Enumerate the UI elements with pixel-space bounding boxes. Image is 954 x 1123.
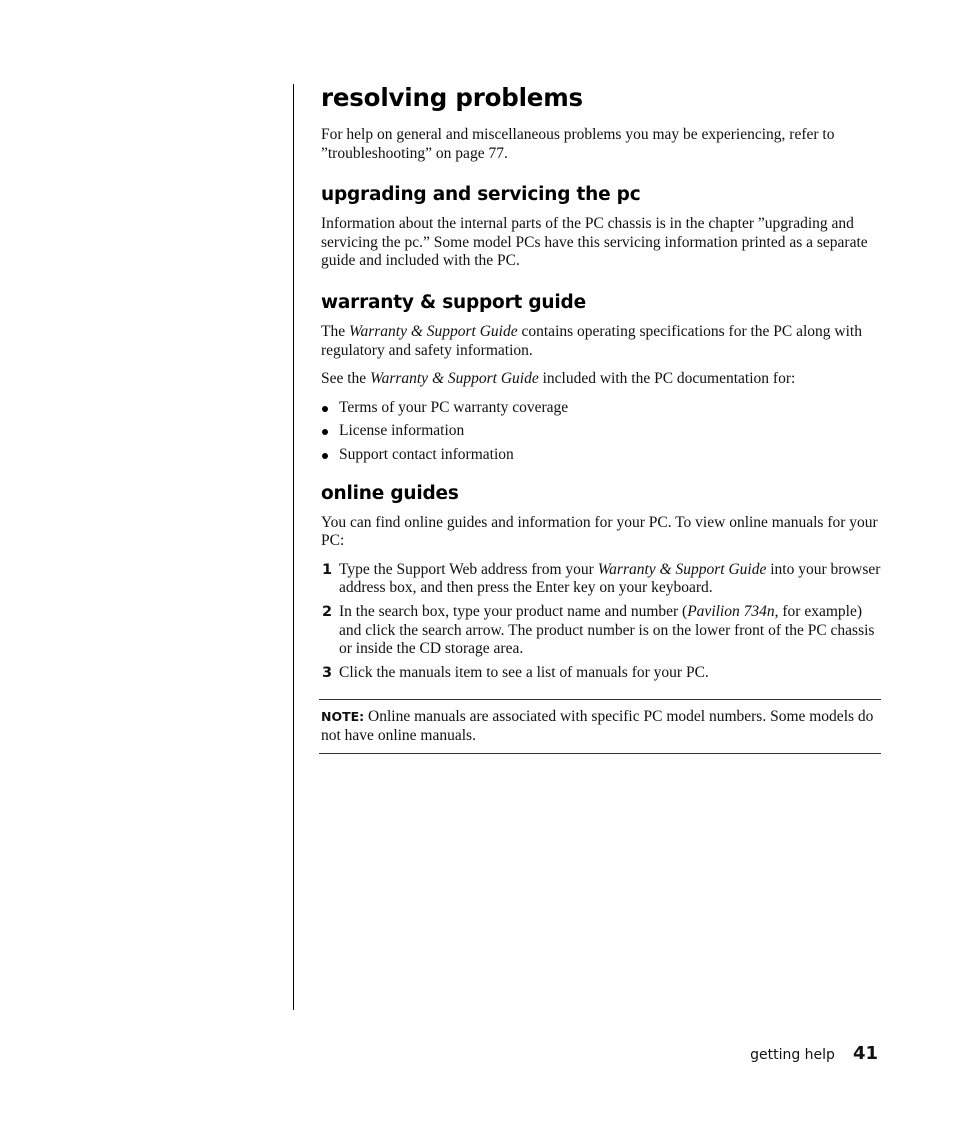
footer-chapter-name: getting help (750, 1047, 835, 1063)
note-text: Online manuals are associated with specific PC model numbers. Some models do not have online manuals. (321, 708, 874, 744)
text-run: Type the Support Web address from your (339, 560, 598, 578)
guide-title: Warranty & Support Guide (597, 560, 767, 578)
heading-warranty: warranty & support guide (321, 291, 586, 313)
bullet-icon (322, 406, 328, 412)
bullet-item (321, 422, 881, 441)
product-name: Pavilion 734n (687, 602, 775, 620)
bullet-item (321, 446, 881, 465)
warranty-paragraph-2 (321, 370, 881, 389)
step-number: 1 (322, 561, 333, 578)
intro-paragraph: For help on general and miscellaneous problems you may be experiencing, refer to ”troubleshooting” on page 77. (321, 126, 835, 162)
text-run: contains operating specifications for the PC along with regulatory and safety information. (321, 322, 862, 359)
guide-title: Warranty & Support Guide (348, 322, 518, 340)
step-number: 2 (322, 603, 333, 620)
heading-online-guides: online guides (321, 482, 459, 504)
margin-rule (293, 84, 294, 1010)
step-item (321, 664, 881, 683)
bullet-icon (322, 429, 328, 435)
guide-title: Warranty & Support Guide (370, 370, 539, 388)
page-number: 41 (852, 1043, 878, 1064)
text-run: See the (321, 370, 371, 388)
text-run: included with the PC documentation for: (538, 370, 796, 388)
bullet-icon (322, 453, 328, 459)
bullet-text: License information (339, 422, 465, 440)
step-item (321, 603, 881, 659)
note-label: NOTE: (321, 709, 365, 725)
text-run: into your browser address box, and then press the Enter key on your keyboard. (339, 560, 881, 597)
note-box (319, 699, 881, 754)
online-steps-list (321, 561, 881, 683)
note-paragraph (319, 708, 881, 745)
bullet-text: Terms of your PC warranty coverage (339, 398, 569, 416)
bullet-text: Support contact information (339, 445, 514, 463)
text-run: The (321, 322, 349, 340)
page-content (321, 82, 881, 754)
text-run: Click the manuals item to see a list of manuals for your PC. (339, 663, 709, 681)
heading-upgrading: upgrading and servicing the pc (321, 184, 641, 206)
warranty-paragraph-1 (321, 323, 881, 360)
text-run: In the search box, type your product name and number ( (339, 602, 688, 620)
bullet-item (321, 399, 881, 418)
step-number: 3 (322, 664, 333, 681)
page-title: resolving problems (321, 83, 583, 112)
upgrading-paragraph: Information about the internal parts of the PC chassis is in the chapter ”upgrading and servicing the pc.” Some model PCs have this servicing information printed as a separate guide and included with the PC. (321, 215, 868, 270)
page-footer (750, 1043, 878, 1064)
warranty-bullet-list (321, 399, 881, 465)
text-run: , for example) and click the search arrow. The product number is on the lower front of the PC chassis or inside the CD storage area. (339, 602, 875, 658)
online-intro-paragraph: You can find online guides and information for your PC. To view online manuals for your PC: (321, 513, 878, 550)
step-item (321, 561, 881, 598)
